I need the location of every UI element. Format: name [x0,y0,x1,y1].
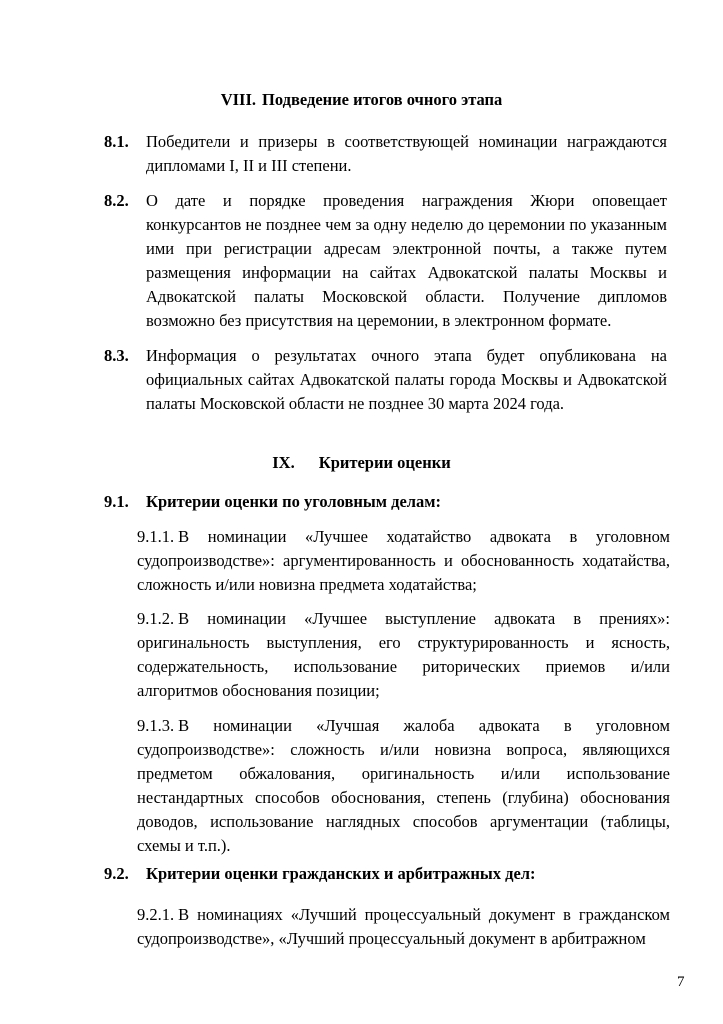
section-9-number: IX. [272,453,295,472]
item-8-2-number: 8.2. [104,191,129,210]
item-8-3-text: Информация о результатах очного этапа будет опубликована на официальных сайтах Адвокатской палаты города Москвы и Адвокатской палаты Московской области не позднее 30 марта 2024 года. [146,346,667,413]
subitem-9-1-2 [137,607,670,703]
section-8-title: Подведение итогов очного этапа [262,90,503,109]
item-9-2-title: Критерии оценки гражданских и арбитражных дел: [146,864,536,883]
subitem-9-1-3-text: В номинации «Лучшая жалоба адвоката в уголовном судопроизводстве»: сложность и/или новизна вопроса, являющихся предметом обжалования, оригинальность и/или использование нестандартных способов обоснования, степень (глубина) обоснования доводов, использование наглядных способов аргументации (таблицы, схемы и т.п.). [137,716,670,855]
section-8-number: VIII. [220,90,257,109]
subitem-9-1-3-number: 9.1.3. [137,716,175,735]
item-9-1-title: Критерии оценки по уголовным делам: [146,492,442,511]
section-9-heading [0,451,723,475]
page-number: 7 [677,974,685,990]
item-8-1-text: Победители и призеры в соответствующей номинации награждаются дипломами I, II и III степени. [146,132,667,175]
item-8-1-number: 8.1. [104,132,129,151]
item-8-3-number: 8.3. [104,346,129,365]
subitem-9-1-1-number: 9.1.1. [137,527,175,546]
subitem-9-1-1 [137,525,670,597]
subitem-9-2-1 [137,903,670,951]
item-8-2-text: О дате и порядке проведения награждения Жюри оповещает конкурсантов не позднее чем за одну неделю до церемонии по указанным ими при регистрации адресам электронной почты, а также путем размещения информации на сайтах Адвокатской палаты Москвы и Адвокатской палаты Московской области. Получение дипломов возможно без присутствия на церемонии, в электронном формате. [146,191,667,330]
subitem-9-1-1-text: В номинации «Лучшее ходатайство адвоката в уголовном судопроизводстве»: аргументированность и обоснованность ходатайства, сложность и/или новизна предмета ходатайства; [137,527,670,594]
subitem-9-1-2-text: В номинации «Лучшее выступление адвоката в прениях»: оригинальность выступления, его структурированность и ясность, содержательность, использование риторических приемов и/или алгоритмов обоснования позиции; [137,609,670,700]
section-9-title: Критерии оценки [318,453,451,472]
subitem-9-1-2-number: 9.1.2. [137,609,175,628]
item-9-2-number: 9.2. [104,864,129,883]
subitem-9-2-1-number: 9.2.1. [137,905,175,924]
subitem-9-1-3 [137,714,670,858]
item-9-1-number: 9.1. [104,492,129,511]
section-8-heading [0,88,723,112]
subitem-9-2-1-text: В номинациях «Лучший процессуальный документ в гражданском судопроизводстве», «Лучший процессуальный документ в арбитражном [137,905,670,948]
